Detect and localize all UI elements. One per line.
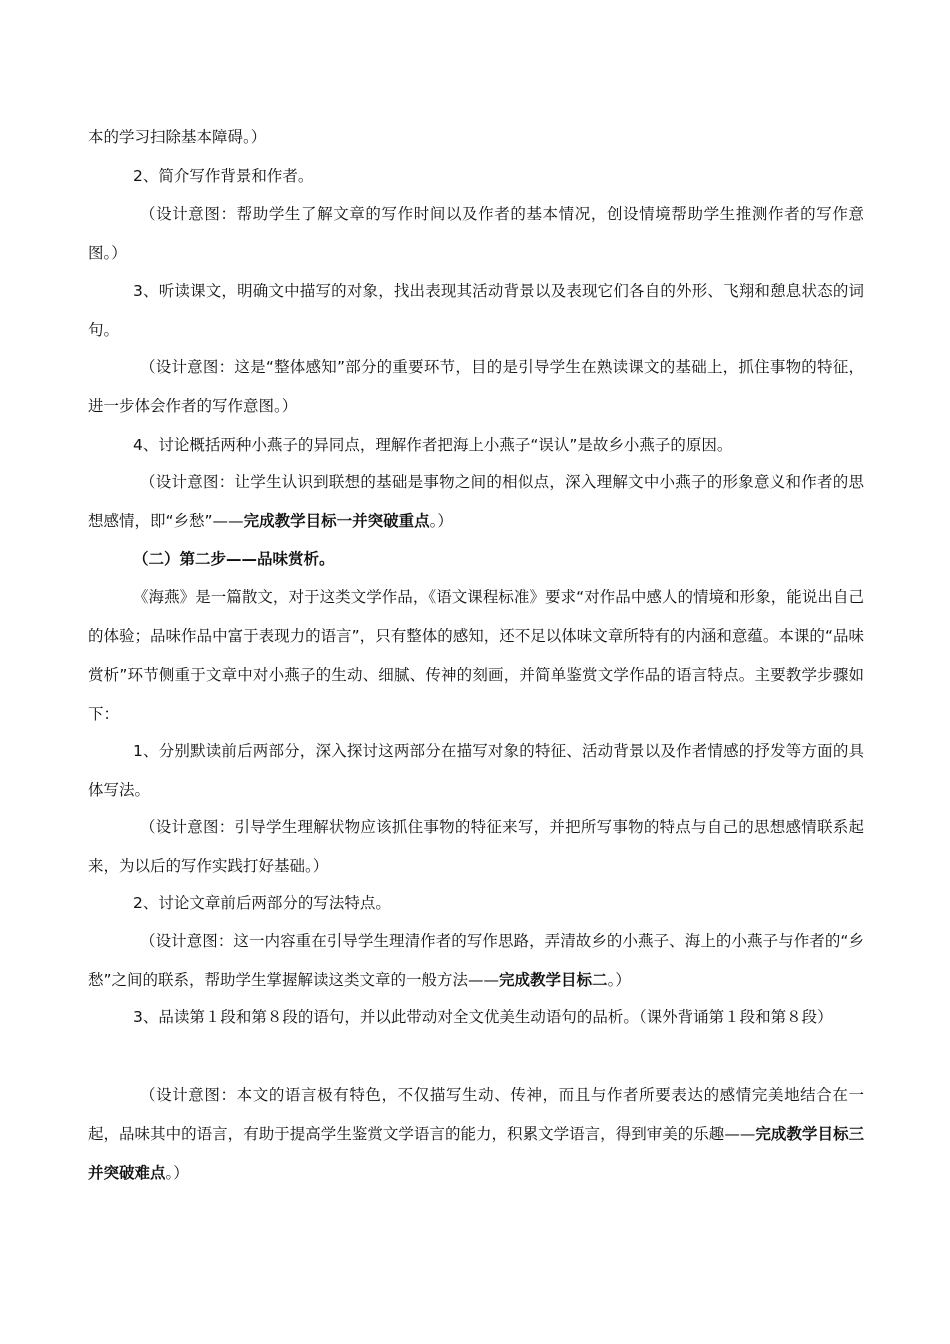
step-item-2	[88, 157, 864, 196]
bold-goal-text: 完成教学目标二	[499, 971, 608, 989]
paragraph-text: 。）	[165, 1164, 189, 1182]
step-item-3	[88, 272, 864, 350]
design-intent-note	[88, 922, 864, 1000]
paragraph-text: 4、讨论概括两种小燕子的异同点，理解作者把海上小燕子“误认”是故乡小燕子的原因。	[133, 436, 733, 454]
paragraph-text: （设计意图：引导学生理解状物应该抓住事物的特征来写，并把所写事物的特点与自己的思想感情联系起来，为以后的写作实践打好基础。）	[88, 818, 864, 875]
section-heading-text: （二）第二步——品味赏析。	[133, 550, 335, 568]
paragraph-text: （设计意图：让学生认识到联想的基础是事物之间的相似点，深入理解文中小燕子的形象意义和作者的思想感情，即“乡愁”——	[88, 473, 864, 530]
design-intent-note	[88, 808, 864, 886]
paragraph-text: 3、听读课文，明确文中描写的对象，找出表现其活动背景以及表现它们各自的外形、飞翔和憩息状态的词句。	[88, 282, 864, 339]
design-intent-note	[88, 1076, 864, 1193]
body-paragraph	[88, 578, 864, 734]
step-item-1	[88, 732, 864, 810]
paragraph-text: 《海燕》是一篇散文，对于这类文学作品，《语文课程标准》要求“对作品中感人的情境和形象，能说出自己的体验；品味作品中富于表现力的语言”，只有整体的感知，还不足以体味文章所特有的内涵和意蕴。本课的“品味赏析”环节侧重于文章中对小燕子的生动、细腻、传神的刻画，并简单鉴赏文学作品的语言特点。主要教学步骤如下：	[88, 588, 864, 723]
paragraph-text: 2、讨论文章前后两部分的写法特点。	[133, 894, 391, 912]
design-intent-note	[88, 195, 864, 273]
step-item-3	[88, 998, 864, 1037]
design-intent-note	[88, 463, 864, 541]
design-intent-note	[88, 348, 864, 426]
paragraph-text: （设计意图：本文的语言极有特色，不仅描写生动、传神，而且与作者所要表达的感情完美地结合在一起，品味其中的语言，有助于提高学生鉴赏文学语言的能力，积累文学语言，得到审美的乐趣——	[88, 1086, 864, 1143]
step-item-2	[88, 884, 864, 923]
paragraph-text: 3、品读第１段和第８段的语句，并以此带动对全文优美生动语句的品析。（课外背诵第１段和第８段）	[133, 1008, 833, 1026]
paragraph-text: 。）	[429, 512, 453, 530]
paragraph-text: （设计意图：这是“整体感知”部分的重要环节，目的是引导学生在熟读课文的基础上，抓住事物的特征，进一步体会作者的写作意图。）	[88, 358, 864, 415]
paragraph-text: 。）	[607, 971, 631, 989]
paragraph-text: 本的学习扫除基本障碍。）	[88, 128, 267, 146]
step-item-4	[88, 426, 864, 465]
paragraph-continuation	[88, 118, 864, 157]
bold-goal-text: 完成教学目标一并突破重点	[243, 512, 430, 530]
section-heading	[88, 540, 864, 579]
paragraph-text: 1、分别默读前后两部分，深入探讨这两部分在描写对象的特征、活动背景以及作者情感的抒发等方面的具体写法。	[88, 742, 864, 799]
paragraph-text: 2、简介写作背景和作者。	[133, 167, 314, 185]
paragraph-text: （设计意图：帮助学生了解文章的写作时间以及作者的基本情况，创设情境帮助学生推测作者的写作意图。）	[88, 205, 864, 262]
bold-goal-text: 完成教学目标三并突破难点	[88, 1125, 864, 1182]
paragraph-text: （设计意图：这一内容重在引导学生理清作者的写作思路，弄清故乡的小燕子、海上的小燕子与作者的“乡愁”之间的联系，帮助学生掌握解读这类文章的一般方法——	[88, 932, 864, 989]
